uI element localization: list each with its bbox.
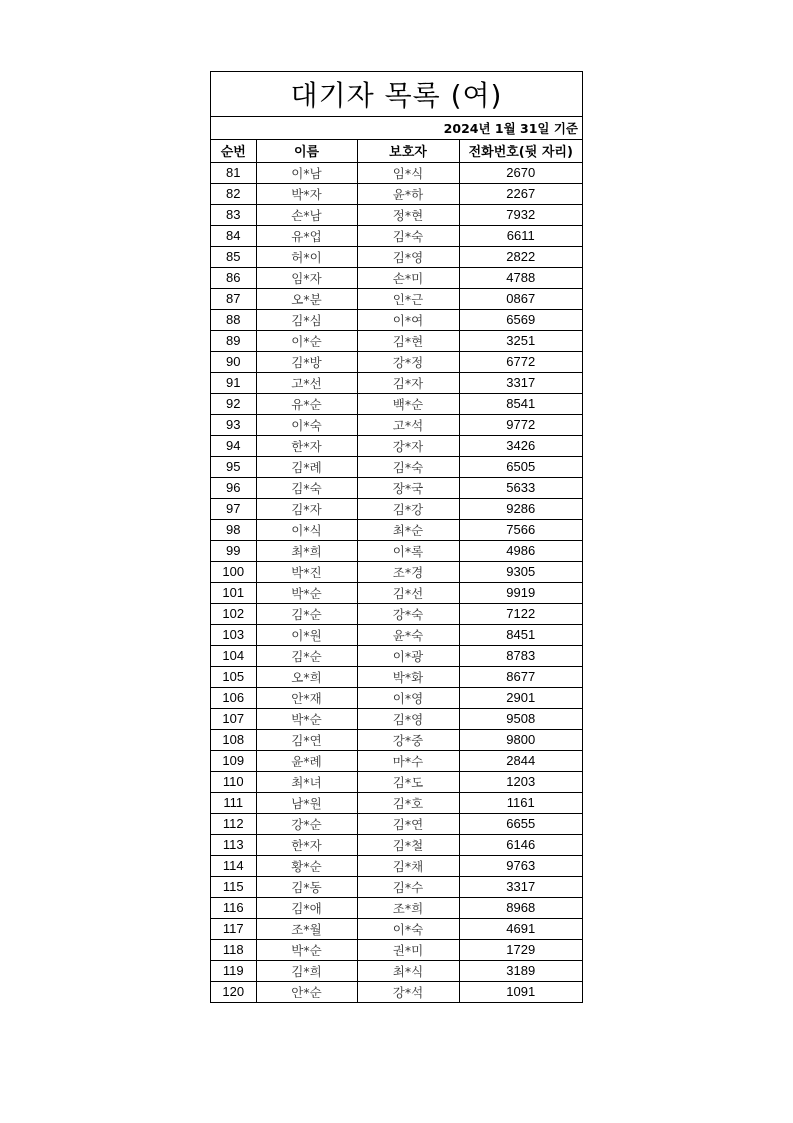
cell-guardian: 최*순	[357, 519, 459, 540]
cell-phone: 7122	[459, 603, 582, 624]
table-row	[211, 309, 582, 330]
cell-seq: 107	[211, 708, 256, 729]
cell-phone: 3189	[459, 960, 582, 981]
table-row	[211, 918, 582, 939]
as-of-date: 2024년 1월 31일 기준	[211, 117, 582, 140]
document-title: 대기자 목록 (여)	[211, 72, 582, 117]
cell-name: 유*순	[256, 393, 357, 414]
cell-name: 강*순	[256, 813, 357, 834]
cell-guardian: 조*희	[357, 897, 459, 918]
table-row	[211, 729, 582, 750]
cell-seq: 104	[211, 645, 256, 666]
cell-guardian: 김*도	[357, 771, 459, 792]
cell-seq: 88	[211, 309, 256, 330]
cell-phone: 8541	[459, 393, 582, 414]
table-row	[211, 288, 582, 309]
cell-name: 유*업	[256, 225, 357, 246]
cell-seq: 105	[211, 666, 256, 687]
cell-guardian: 임*식	[357, 162, 459, 183]
cell-seq: 120	[211, 981, 256, 1002]
cell-phone: 9508	[459, 708, 582, 729]
cell-name: 남*원	[256, 792, 357, 813]
cell-name: 김*방	[256, 351, 357, 372]
cell-guardian: 박*화	[357, 666, 459, 687]
cell-name: 이*숙	[256, 414, 357, 435]
cell-phone: 9763	[459, 855, 582, 876]
cell-phone: 6655	[459, 813, 582, 834]
header-name: 이름	[256, 140, 357, 162]
table-row	[211, 225, 582, 246]
cell-phone: 9305	[459, 561, 582, 582]
cell-guardian: 강*중	[357, 729, 459, 750]
cell-seq: 110	[211, 771, 256, 792]
cell-seq: 82	[211, 183, 256, 204]
cell-guardian: 김*채	[357, 855, 459, 876]
cell-phone: 7932	[459, 204, 582, 225]
cell-phone: 2844	[459, 750, 582, 771]
cell-guardian: 김*숙	[357, 225, 459, 246]
cell-name: 김*애	[256, 897, 357, 918]
cell-phone: 5633	[459, 477, 582, 498]
cell-phone: 4788	[459, 267, 582, 288]
table-row	[211, 519, 582, 540]
cell-seq: 115	[211, 876, 256, 897]
header-seq: 순번	[220, 145, 246, 161]
table-row	[211, 246, 582, 267]
cell-guardian: 김*영	[357, 708, 459, 729]
table-row	[211, 708, 582, 729]
cell-name: 윤*례	[256, 750, 357, 771]
table-row	[211, 939, 582, 960]
table-row	[211, 960, 582, 981]
cell-seq: 106	[211, 687, 256, 708]
table-row	[211, 456, 582, 477]
table-row	[211, 750, 582, 771]
cell-name: 김*자	[256, 498, 357, 519]
cell-seq: 85	[211, 246, 256, 267]
cell-name: 최*희	[256, 540, 357, 561]
cell-guardian: 김*선	[357, 582, 459, 603]
table-row	[211, 603, 582, 624]
cell-name: 안*순	[256, 981, 357, 1002]
cell-name: 박*순	[256, 708, 357, 729]
cell-guardian: 이*숙	[357, 918, 459, 939]
cell-name: 최*녀	[256, 771, 357, 792]
cell-guardian: 이*영	[357, 687, 459, 708]
header-phone: 전화번호(뒷 자리)	[459, 140, 582, 162]
cell-guardian: 인*근	[357, 288, 459, 309]
cell-seq: 116	[211, 897, 256, 918]
table-row	[211, 792, 582, 813]
table-row	[211, 687, 582, 708]
cell-guardian: 김*영	[357, 246, 459, 267]
cell-guardian: 강*자	[357, 435, 459, 456]
cell-phone: 2267	[459, 183, 582, 204]
cell-phone: 4986	[459, 540, 582, 561]
cell-guardian: 고*석	[357, 414, 459, 435]
cell-phone: 1161	[459, 792, 582, 813]
table-row	[211, 981, 582, 1002]
cell-seq: 109	[211, 750, 256, 771]
cell-seq: 118	[211, 939, 256, 960]
cell-phone: 2670	[459, 162, 582, 183]
table-body	[211, 162, 582, 1002]
cell-name: 이*식	[256, 519, 357, 540]
cell-name: 이*남	[256, 162, 357, 183]
cell-guardian: 강*정	[357, 351, 459, 372]
cell-name: 황*순	[256, 855, 357, 876]
cell-name: 한*자	[256, 834, 357, 855]
table-row	[211, 540, 582, 561]
cell-name: 임*자	[256, 267, 357, 288]
cell-name: 박*순	[256, 582, 357, 603]
cell-name: 조*월	[256, 918, 357, 939]
cell-seq: 87	[211, 288, 256, 309]
cell-seq: 93	[211, 414, 256, 435]
table-row	[211, 834, 582, 855]
cell-seq: 117	[211, 918, 256, 939]
cell-name: 김*희	[256, 960, 357, 981]
table-row	[211, 267, 582, 288]
cell-name: 김*숙	[256, 477, 357, 498]
cell-seq: 81	[211, 162, 256, 183]
cell-seq: 112	[211, 813, 256, 834]
table-row	[211, 330, 582, 351]
cell-name: 김*순	[256, 603, 357, 624]
cell-seq: 84	[211, 225, 256, 246]
cell-phone: 3251	[459, 330, 582, 351]
cell-name: 김*심	[256, 309, 357, 330]
cell-seq: 108	[211, 729, 256, 750]
table-row	[211, 813, 582, 834]
cell-guardian: 이*록	[357, 540, 459, 561]
cell-phone: 8677	[459, 666, 582, 687]
cell-phone: 1091	[459, 981, 582, 1002]
cell-guardian: 손*미	[357, 267, 459, 288]
table-row	[211, 162, 582, 183]
cell-name: 박*자	[256, 183, 357, 204]
cell-seq: 92	[211, 393, 256, 414]
cell-phone: 7566	[459, 519, 582, 540]
cell-guardian: 윤*숙	[357, 624, 459, 645]
table-row	[211, 771, 582, 792]
cell-guardian: 김*연	[357, 813, 459, 834]
cell-phone: 0867	[459, 288, 582, 309]
cell-phone: 9800	[459, 729, 582, 750]
cell-guardian: 최*식	[357, 960, 459, 981]
cell-guardian: 강*숙	[357, 603, 459, 624]
header-guardian: 보호자	[357, 140, 459, 162]
cell-guardian: 조*경	[357, 561, 459, 582]
cell-phone: 1203	[459, 771, 582, 792]
cell-name: 이*순	[256, 330, 357, 351]
cell-name: 고*선	[256, 372, 357, 393]
table-row	[211, 498, 582, 519]
cell-seq: 103	[211, 624, 256, 645]
cell-name: 김*연	[256, 729, 357, 750]
cell-guardian: 권*미	[357, 939, 459, 960]
table-row	[211, 876, 582, 897]
cell-name: 박*순	[256, 939, 357, 960]
cell-name: 이*원	[256, 624, 357, 645]
cell-phone: 6772	[459, 351, 582, 372]
cell-guardian: 김*현	[357, 330, 459, 351]
cell-guardian: 이*광	[357, 645, 459, 666]
table-row	[211, 477, 582, 498]
cell-seq: 83	[211, 204, 256, 225]
table-header-row	[211, 140, 582, 162]
cell-seq: 90	[211, 351, 256, 372]
cell-name: 김*례	[256, 456, 357, 477]
cell-phone: 9772	[459, 414, 582, 435]
cell-seq: 119	[211, 960, 256, 981]
cell-name: 김*순	[256, 645, 357, 666]
cell-guardian: 김*수	[357, 876, 459, 897]
table-row	[211, 897, 582, 918]
table-row	[211, 645, 582, 666]
cell-seq: 96	[211, 477, 256, 498]
cell-phone: 3426	[459, 435, 582, 456]
cell-seq: 100	[211, 561, 256, 582]
cell-seq: 86	[211, 267, 256, 288]
cell-phone: 6611	[459, 225, 582, 246]
table-row	[211, 351, 582, 372]
table-row	[211, 855, 582, 876]
cell-guardian: 백*순	[357, 393, 459, 414]
cell-phone: 3317	[459, 372, 582, 393]
cell-seq: 94	[211, 435, 256, 456]
cell-guardian: 윤*하	[357, 183, 459, 204]
cell-phone: 2901	[459, 687, 582, 708]
cell-name: 박*진	[256, 561, 357, 582]
cell-guardian: 장*국	[357, 477, 459, 498]
cell-phone: 9919	[459, 582, 582, 603]
cell-guardian: 김*철	[357, 834, 459, 855]
cell-guardian: 김*숙	[357, 456, 459, 477]
cell-name: 한*자	[256, 435, 357, 456]
cell-seq: 99	[211, 540, 256, 561]
cell-guardian: 강*석	[357, 981, 459, 1002]
cell-name: 김*동	[256, 876, 357, 897]
cell-name: 오*희	[256, 666, 357, 687]
cell-guardian: 마*수	[357, 750, 459, 771]
cell-phone: 6146	[459, 834, 582, 855]
cell-guardian: 김*자	[357, 372, 459, 393]
cell-seq: 101	[211, 582, 256, 603]
cell-seq: 98	[211, 519, 256, 540]
cell-seq: 102	[211, 603, 256, 624]
table-row	[211, 393, 582, 414]
cell-name: 안*재	[256, 687, 357, 708]
cell-seq: 95	[211, 456, 256, 477]
table-row	[211, 204, 582, 225]
cell-phone: 1729	[459, 939, 582, 960]
cell-seq: 114	[211, 855, 256, 876]
cell-name: 오*분	[256, 288, 357, 309]
waitlist-sheet	[210, 71, 583, 1003]
waitlist-table	[211, 140, 582, 1002]
cell-phone: 2822	[459, 246, 582, 267]
cell-phone: 8783	[459, 645, 582, 666]
table-row	[211, 372, 582, 393]
cell-guardian: 김*호	[357, 792, 459, 813]
cell-seq: 111	[211, 792, 256, 813]
cell-seq: 97	[211, 498, 256, 519]
table-row	[211, 435, 582, 456]
cell-guardian: 김*강	[357, 498, 459, 519]
table-row	[211, 624, 582, 645]
cell-name: 허*이	[256, 246, 357, 267]
table-row	[211, 183, 582, 204]
cell-phone: 9286	[459, 498, 582, 519]
table-row	[211, 561, 582, 582]
cell-seq: 89	[211, 330, 256, 351]
cell-seq: 91	[211, 372, 256, 393]
cell-seq: 113	[211, 834, 256, 855]
cell-phone: 8451	[459, 624, 582, 645]
cell-phone: 6505	[459, 456, 582, 477]
table-row	[211, 582, 582, 603]
table-row	[211, 414, 582, 435]
cell-guardian: 이*여	[357, 309, 459, 330]
cell-phone: 6569	[459, 309, 582, 330]
cell-phone: 8968	[459, 897, 582, 918]
table-row	[211, 666, 582, 687]
cell-phone: 3317	[459, 876, 582, 897]
cell-name: 손*남	[256, 204, 357, 225]
cell-guardian: 정*현	[357, 204, 459, 225]
cell-phone: 4691	[459, 918, 582, 939]
